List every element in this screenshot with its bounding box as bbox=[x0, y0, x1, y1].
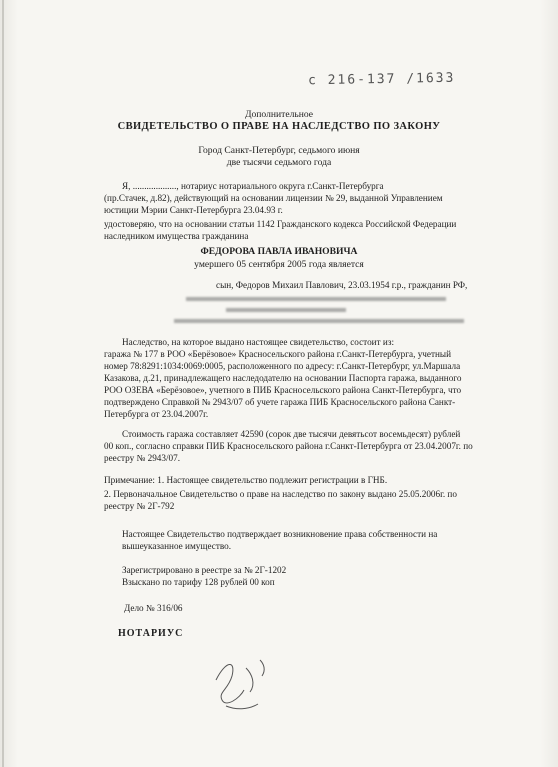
intro-line-5: наследником имущества гражданина bbox=[104, 231, 249, 241]
redacted-line-3 bbox=[174, 314, 494, 326]
intro-line-1: Я, ..................., нотариус нотариального округа г.Санкт-Петербурга bbox=[122, 181, 384, 191]
document-title: СВИДЕТЕЛЬСТВО О ПРАВЕ НА НАСЛЕДСТВО ПО ЗАКОНУ bbox=[117, 121, 441, 132]
note-1: Примечание: 1. Настоящее свидетельство подлежит регистрации в ГНБ. bbox=[104, 475, 388, 485]
property-line-6: подтверждено Справкой № 2943/07 об учете гаража ПИБ Красносельского района Санкт- bbox=[104, 397, 456, 407]
registry-fee: Взыскано по тарифу 128 рублей 00 коп bbox=[122, 577, 275, 587]
property-line-3: номер 78:8291:1034:0069:0005, расположенного по адресу: г.Санкт-Петербург, ул.Маршала bbox=[104, 361, 461, 371]
case-number: Дело № 316/06 bbox=[124, 603, 183, 613]
property-line-7: Петербурга от 23.04.2007г. bbox=[104, 409, 209, 419]
city-date-line: Город Санкт-Петербург, седьмого июня bbox=[198, 145, 360, 156]
intro-line-4: удостоверяю, что на основании статьи 1142 Гражданского кодекса Российской Федерации bbox=[104, 219, 457, 229]
document-kind: Дополнительное bbox=[244, 109, 314, 120]
deceased-name: ФЕДОРОВА ПАВЛА ИВАНОВИЧА bbox=[200, 246, 358, 257]
intro-line-3: юстиции Мэрии Санкт-Петербурга 23.04.93 г. bbox=[104, 205, 283, 215]
note-2-registry: реестру № 2Г-792 bbox=[104, 501, 175, 511]
note-2: 2. Первоначальное Свидетельство о праве на наследство по закону выдано 25.05.2006г. по bbox=[104, 489, 457, 499]
year-line: две тысячи седьмого года bbox=[226, 157, 332, 168]
registry-number: Зарегистрировано в реестре за № 2Г-1202 bbox=[122, 565, 287, 575]
property-intro: Наследство, на которое выдано настоящее свидетельство, состоит из: bbox=[122, 337, 394, 347]
heir-line: сын, Федоров Михаил Павлович, 23.03.1954 г.р., гражданин РФ, bbox=[216, 280, 468, 290]
valuation-line-3: реестру № 2943/07. bbox=[104, 453, 181, 463]
valuation-line-2: 00 коп., согласно справки ПИБ Красносельского района г.Санкт-Петербурга от 23.04.2007г. по bbox=[104, 441, 473, 451]
intro-line-2: (пр.Стачек, д.82), действующий на основании лицензии № 29, выданной Управлением bbox=[104, 193, 443, 203]
property-line-4: Казакова, д.21, принадлежащего наследодателю на основании Паспорта гаража, выданного bbox=[104, 373, 462, 383]
deceased-date: умершего 05 сентября 2005 года является bbox=[194, 259, 364, 270]
property-line-5: РОО ОЗЕВА «Берёзовое», учетного в ПИБ Красносельского района Санкт-Петербурга, что bbox=[104, 385, 462, 395]
notary-signature bbox=[196, 640, 306, 720]
property-line-2: гаража № 177 в РОО «Берёзовое» Красносельского района г.Санкт-Петербурга, учетный bbox=[104, 349, 452, 359]
valuation-line-1: Стоимость гаража составляет 42590 (сорок две тысячи девятьсот восемьдесят) рублей bbox=[122, 429, 461, 439]
registration-number: с 216-137 /1633 bbox=[307, 70, 456, 89]
notary-label: НОТАРИУС bbox=[118, 628, 184, 639]
closing-line-1: Настоящее Свидетельство подтверждает возникновение права собственности на bbox=[122, 529, 438, 539]
closing-line-2: вышеуказанное имущество. bbox=[122, 541, 232, 551]
